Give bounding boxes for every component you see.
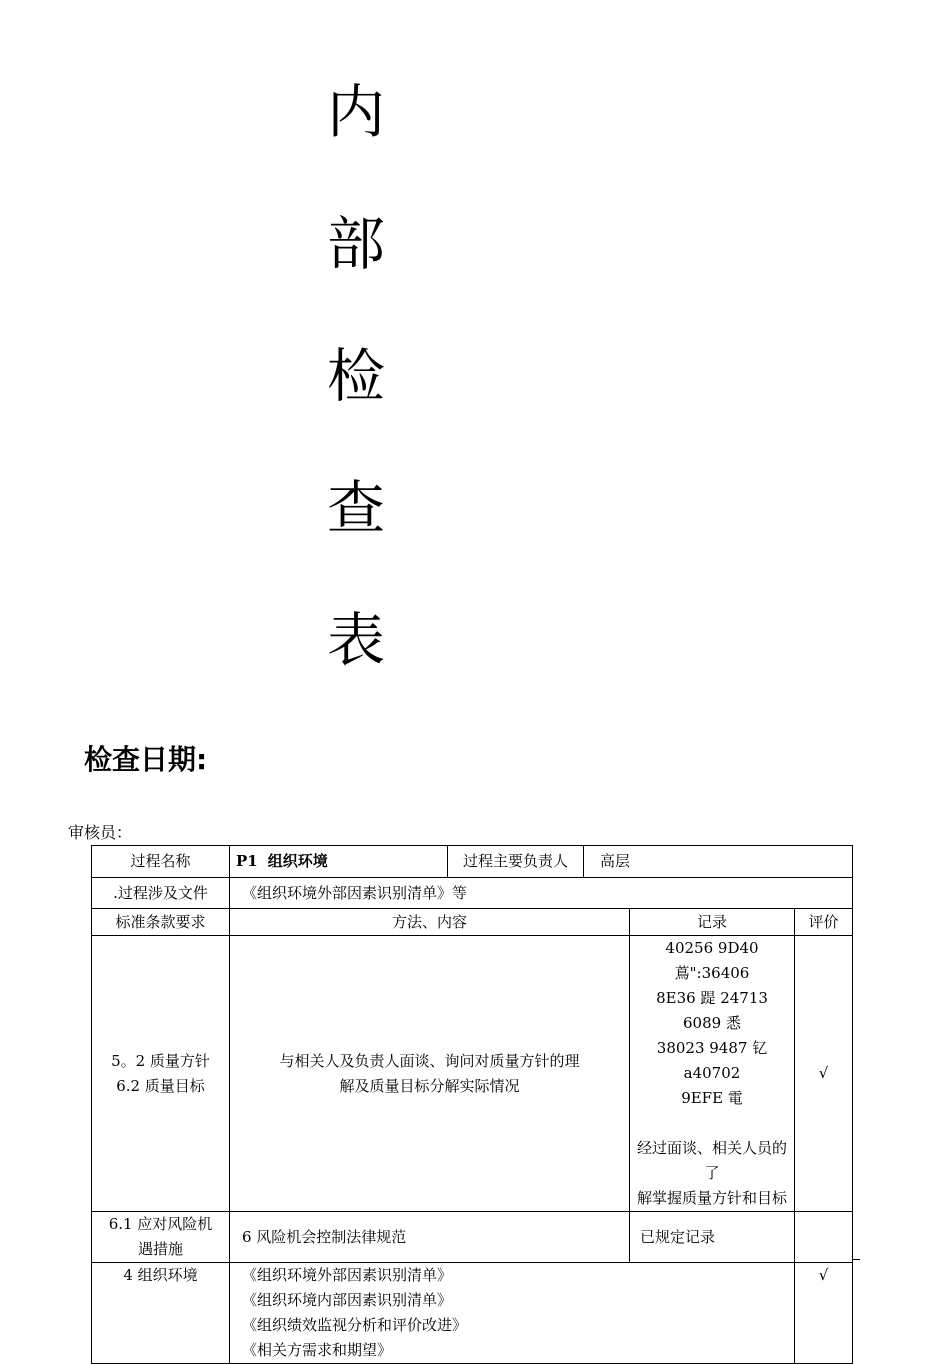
column-header-method: 方法、内容 — [230, 909, 630, 936]
method-line: 《相关方需求和期望》 — [242, 1341, 393, 1359]
method-line: 与相关人及负责人面谈、询问对质量方针的理 — [279, 1051, 580, 1070]
process-owner-value: 高层 — [584, 846, 853, 878]
auditor-label: 审核员： — [68, 823, 133, 842]
table-row — [92, 936, 853, 1212]
title-char-4: 查 — [326, 474, 385, 542]
title-char-3: 检 — [326, 342, 385, 410]
documents-label: .过程涉及文件 — [92, 878, 230, 909]
record-cell — [630, 1212, 795, 1263]
process-owner-label: 过程主要负责人 — [448, 846, 584, 878]
clause-line: 遇措施 — [137, 1240, 183, 1258]
method-line: 《组织环境外部因素识别清单》 — [242, 1266, 453, 1284]
table-edge-stub — [852, 1259, 860, 1260]
record-line: 解掌握质量方针和目标 — [636, 1189, 787, 1207]
evaluation-check: √ — [795, 936, 853, 1212]
method-line: 《组织环境内部因素识别清单》 — [242, 1291, 453, 1309]
method-cell — [230, 1263, 795, 1364]
inspection-table — [91, 845, 853, 1364]
clause-line: 5。2 质量方针 — [111, 1051, 210, 1070]
clause-cell — [92, 1212, 230, 1263]
evaluation-check: √ — [795, 1263, 853, 1364]
table-row — [92, 1212, 853, 1263]
process-name-label: 过程名称 — [92, 846, 230, 878]
documents-value: 《组织环境外部因素识别清单》等 — [230, 878, 853, 909]
method-cell — [230, 936, 630, 1212]
process-code: P1 — [236, 852, 258, 870]
title-char-1: 内 — [326, 78, 385, 146]
table-row — [92, 1263, 853, 1364]
record-line: 已规定记录 — [640, 1227, 716, 1246]
record-line — [636, 1111, 788, 1136]
record-line: 9EFE 電 — [681, 1089, 743, 1107]
column-header-clause: 标准条款要求 — [92, 909, 230, 936]
clause-line: 4 组织环境 — [123, 1266, 198, 1284]
method-cell — [230, 1212, 630, 1263]
inspection-date-label: 检查日期: — [84, 743, 208, 776]
title-char-5: 表 — [326, 606, 385, 674]
title-char-2: 部 — [326, 210, 385, 278]
clause-line: 6.1 应对风险机 — [108, 1215, 213, 1233]
record-line: 38023 9487 钇 a40702 — [656, 1039, 768, 1082]
header-row — [92, 846, 853, 878]
clause-cell — [92, 1263, 230, 1364]
column-header-record: 记录 — [630, 909, 795, 936]
clause-cell — [92, 936, 230, 1212]
record-line: 8E36 踶 24713 6089 悉 — [656, 989, 768, 1032]
documents-row — [92, 878, 853, 909]
process-name-value: 组织环境 — [267, 852, 328, 870]
record-line: 经过面谈、相关人员的了 — [636, 1139, 787, 1182]
column-header-row — [92, 909, 853, 936]
column-header-evaluation: 评价 — [795, 909, 853, 936]
evaluation-cell — [795, 1212, 853, 1263]
process-name-cell — [230, 846, 448, 878]
method-line: 6 风险机会控制法律规范 — [242, 1227, 407, 1246]
record-line: 40256 9D40 蔦":36406 — [665, 939, 759, 982]
method-line: 解及质量目标分解实际情况 — [339, 1076, 520, 1095]
method-line: 《组织绩效监视分析和评价改进》 — [242, 1316, 468, 1334]
clause-line: 6.2 质量目标 — [116, 1076, 205, 1095]
record-cell — [630, 936, 795, 1212]
